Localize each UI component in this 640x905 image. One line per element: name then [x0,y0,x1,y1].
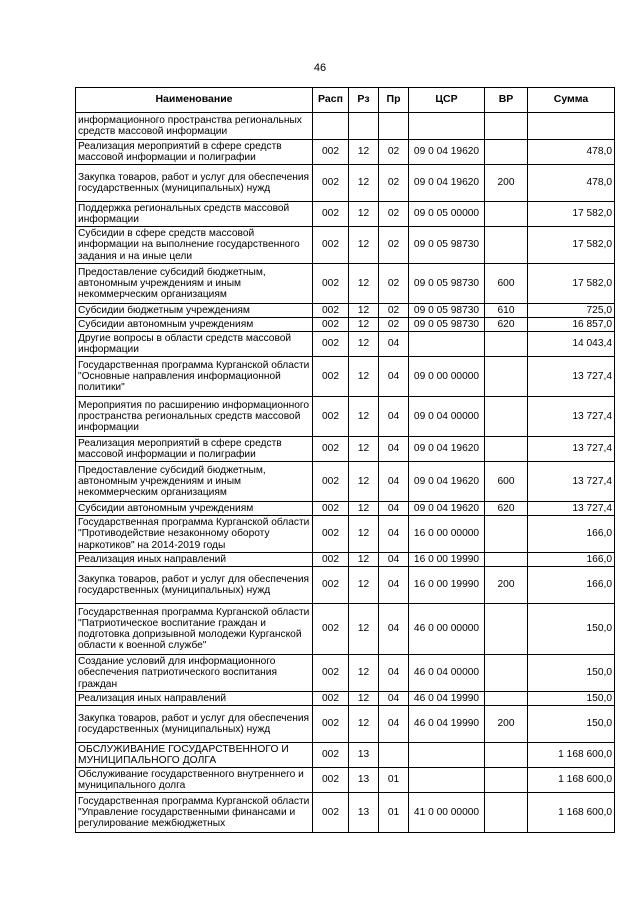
table-row [76,768,615,793]
row-rasp: 002 [313,227,349,264]
row-name: Реализация мероприятий в сфере средств массовой информации и полиграфии [76,140,313,165]
row-sum: 13 727,4 [528,437,615,462]
row-name: Государственная программа Курганской области "Управление государственными финансами и регулирование межбюджетных [76,793,313,833]
row-pr: 04 [379,655,409,692]
row-name: Обслуживание государственного внутреннего и муниципального долга [76,768,313,793]
row-csr: 09 0 05 98730 [409,318,485,332]
row-vr [485,743,528,768]
row-vr: 200 [485,165,528,202]
row-rz: 12 [349,553,379,567]
row-csr: 16 0 00 19990 [409,553,485,567]
row-name: Государственная программа Курганской области "Основные направления информационной политики" [76,357,313,397]
row-rasp: 002 [313,502,349,516]
row-vr: 200 [485,567,528,604]
header-rasp: Расп [313,88,349,113]
row-name: Другие вопросы в области средств массовой информации [76,332,313,357]
row-sum: 166,0 [528,553,615,567]
row-name: Субсидии бюджетным учреждениям [76,304,313,318]
row-rz: 12 [349,357,379,397]
row-sum: 17 582,0 [528,227,615,264]
row-rasp: 002 [313,604,349,655]
row-vr [485,516,528,553]
row-name: Реализация мероприятий в сфере средств массовой информации и полиграфии [76,437,313,462]
row-sum: 1 168 600,0 [528,793,615,833]
row-rasp: 002 [313,304,349,318]
row-rz: 12 [349,502,379,516]
table-row [76,516,615,553]
row-rasp: 002 [313,793,349,833]
row-vr [485,793,528,833]
row-vr [485,113,528,140]
row-name: информационного пространства региональных средств массовой информации [76,113,313,140]
row-rz: 12 [349,227,379,264]
row-rasp: 002 [313,165,349,202]
row-rasp: 002 [313,202,349,227]
row-sum: 725,0 [528,304,615,318]
row-rasp [313,113,349,140]
header-sum: Сумма [528,88,615,113]
row-csr: 46 0 04 19990 [409,692,485,706]
row-name: ОБСЛУЖИВАНИЕ ГОСУДАРСТВЕННОГО И МУНИЦИПАЛЬНОГО ДОЛГА [76,743,313,768]
row-rz: 12 [349,397,379,437]
row-pr: 04 [379,692,409,706]
row-vr [485,604,528,655]
row-sum: 13 727,4 [528,462,615,502]
row-sum: 150,0 [528,604,615,655]
row-rasp: 002 [313,318,349,332]
row-vr: 620 [485,318,528,332]
row-vr [485,202,528,227]
row-pr: 01 [379,768,409,793]
row-csr: 09 0 04 00000 [409,397,485,437]
table-row [76,332,615,357]
row-csr [409,332,485,357]
row-pr: 04 [379,462,409,502]
row-rz: 12 [349,692,379,706]
row-pr: 04 [379,397,409,437]
row-rz: 13 [349,743,379,768]
row-sum: 13 727,4 [528,502,615,516]
row-name: Создание условий для информационного обеспечения патриотического воспитания граждан [76,655,313,692]
row-vr [485,437,528,462]
row-pr: 02 [379,165,409,202]
table-row [76,318,615,332]
table-row [76,502,615,516]
row-pr: 02 [379,202,409,227]
table-row [76,264,615,304]
row-csr: 09 0 04 19620 [409,462,485,502]
row-csr [409,743,485,768]
row-vr: 200 [485,706,528,743]
row-rz: 12 [349,165,379,202]
row-csr: 09 0 04 19620 [409,437,485,462]
row-csr: 41 0 00 00000 [409,793,485,833]
row-rz: 13 [349,793,379,833]
row-pr: 04 [379,604,409,655]
row-csr: 46 0 00 00000 [409,604,485,655]
table-row [76,140,615,165]
row-csr [409,113,485,140]
table-row [76,793,615,833]
row-rz: 12 [349,332,379,357]
row-sum: 166,0 [528,567,615,604]
row-csr: 09 0 04 19620 [409,140,485,165]
row-pr: 04 [379,706,409,743]
table-row [76,357,615,397]
table-row [76,437,615,462]
row-name: Закупка товаров, работ и услуг для обеспечения государственных (муниципальных) нужд [76,567,313,604]
row-rz: 12 [349,567,379,604]
row-rasp: 002 [313,264,349,304]
row-csr [409,768,485,793]
row-rasp: 002 [313,743,349,768]
row-csr: 16 0 00 00000 [409,516,485,553]
row-rz: 12 [349,202,379,227]
table-row [76,304,615,318]
row-pr: 02 [379,304,409,318]
row-pr: 04 [379,553,409,567]
header-pr: Пр [379,88,409,113]
table-row [76,462,615,502]
row-name: Мероприятия по расширению информационного пространства региональных средств массовой информации [76,397,313,437]
row-rasp: 002 [313,553,349,567]
row-sum: 1 168 600,0 [528,743,615,768]
table-row [76,397,615,437]
header-csr: ЦСР [409,88,485,113]
row-name: Реализация иных направлений [76,692,313,706]
row-rasp: 002 [313,706,349,743]
row-pr: 04 [379,567,409,604]
row-pr: 02 [379,140,409,165]
row-name: Государственная программа Курганской области "Патриотическое воспитание граждан и подготовка допризывной молодежи Курганской области к военной службе" [76,604,313,655]
table-row [76,165,615,202]
row-sum: 150,0 [528,655,615,692]
row-pr: 01 [379,793,409,833]
table-row [76,655,615,692]
table-row [76,227,615,264]
row-rasp: 002 [313,692,349,706]
row-sum [528,113,615,140]
row-csr: 46 0 04 00000 [409,655,485,692]
row-vr: 600 [485,462,528,502]
row-csr: 16 0 00 19990 [409,567,485,604]
row-rz: 12 [349,304,379,318]
row-vr [485,140,528,165]
row-pr: 02 [379,227,409,264]
row-rasp: 002 [313,768,349,793]
row-vr [485,655,528,692]
row-rasp: 002 [313,332,349,357]
row-csr: 09 0 05 98730 [409,264,485,304]
row-pr: 02 [379,318,409,332]
row-vr [485,227,528,264]
header-name: Наименование [76,88,313,113]
row-name: Реализация иных направлений [76,553,313,567]
row-rasp: 002 [313,397,349,437]
row-sum: 17 582,0 [528,264,615,304]
row-rz: 12 [349,437,379,462]
row-vr [485,397,528,437]
row-name: Поддержка региональных средств массовой информации [76,202,313,227]
row-name: Субсидии в сфере средств массовой информации на выполнение государственного задания и на иные цели [76,227,313,264]
row-csr: 09 0 05 00000 [409,202,485,227]
row-rasp: 002 [313,357,349,397]
row-pr: 04 [379,516,409,553]
row-sum: 150,0 [528,692,615,706]
row-vr [485,332,528,357]
row-rz: 12 [349,604,379,655]
row-pr: 02 [379,264,409,304]
table-row [76,706,615,743]
row-pr [379,743,409,768]
header-rz: Рз [349,88,379,113]
row-name: Закупка товаров, работ и услуг для обеспечения государственных (муниципальных) нужд [76,165,313,202]
row-name: Закупка товаров, работ и услуг для обеспечения государственных (муниципальных) нужд [76,706,313,743]
row-rz: 12 [349,516,379,553]
row-rasp: 002 [313,462,349,502]
row-name: Субсидии автономным учреждениям [76,318,313,332]
row-csr: 09 0 05 98730 [409,304,485,318]
row-pr: 04 [379,357,409,397]
row-rz: 12 [349,318,379,332]
row-sum: 13 727,4 [528,357,615,397]
row-rasp: 002 [313,516,349,553]
header-vr: ВР [485,88,528,113]
header-row [76,88,615,113]
row-csr: 09 0 04 19620 [409,165,485,202]
row-rz: 12 [349,706,379,743]
table-row [76,692,615,706]
table-row [76,743,615,768]
row-pr: 04 [379,437,409,462]
table-body [76,113,615,833]
row-name: Предоставление субсидий бюджетным, автономным учреждениям и иным некоммерческим организациям [76,264,313,304]
row-csr: 46 0 04 19990 [409,706,485,743]
row-vr [485,768,528,793]
row-pr [379,113,409,140]
table-row [76,553,615,567]
row-vr: 600 [485,264,528,304]
row-rasp: 002 [313,655,349,692]
row-sum: 16 857,0 [528,318,615,332]
row-pr: 04 [379,332,409,357]
row-csr: 09 0 00 00000 [409,357,485,397]
budget-table [75,87,615,833]
row-rz: 12 [349,462,379,502]
row-sum: 13 727,4 [528,397,615,437]
row-rz: 12 [349,140,379,165]
table-row [76,113,615,140]
row-rasp: 002 [313,437,349,462]
row-csr: 09 0 05 98730 [409,227,485,264]
row-vr: 610 [485,304,528,318]
row-sum: 17 582,0 [528,202,615,227]
row-rz: 13 [349,768,379,793]
row-name: Предоставление субсидий бюджетным, автономным учреждениям и иным некоммерческим организациям [76,462,313,502]
row-csr: 09 0 04 19620 [409,502,485,516]
table-row [76,567,615,604]
table-row [76,202,615,227]
row-sum: 150,0 [528,706,615,743]
row-sum: 478,0 [528,165,615,202]
row-sum: 478,0 [528,140,615,165]
row-sum: 14 043,4 [528,332,615,357]
row-vr [485,357,528,397]
row-pr: 04 [379,502,409,516]
row-vr [485,692,528,706]
row-rz [349,113,379,140]
row-name: Субсидии автономным учреждениям [76,502,313,516]
row-sum: 166,0 [528,516,615,553]
row-rz: 12 [349,264,379,304]
row-rasp: 002 [313,140,349,165]
row-name: Государственная программа Курганской области "Противодействие незаконному обороту наркотиков" на 2014-2019 годы [76,516,313,553]
row-sum: 1 168 600,0 [528,768,615,793]
row-vr: 620 [485,502,528,516]
page-number: 46 [313,62,327,74]
row-rz: 12 [349,655,379,692]
table-row [76,604,615,655]
row-vr [485,553,528,567]
row-rasp: 002 [313,567,349,604]
